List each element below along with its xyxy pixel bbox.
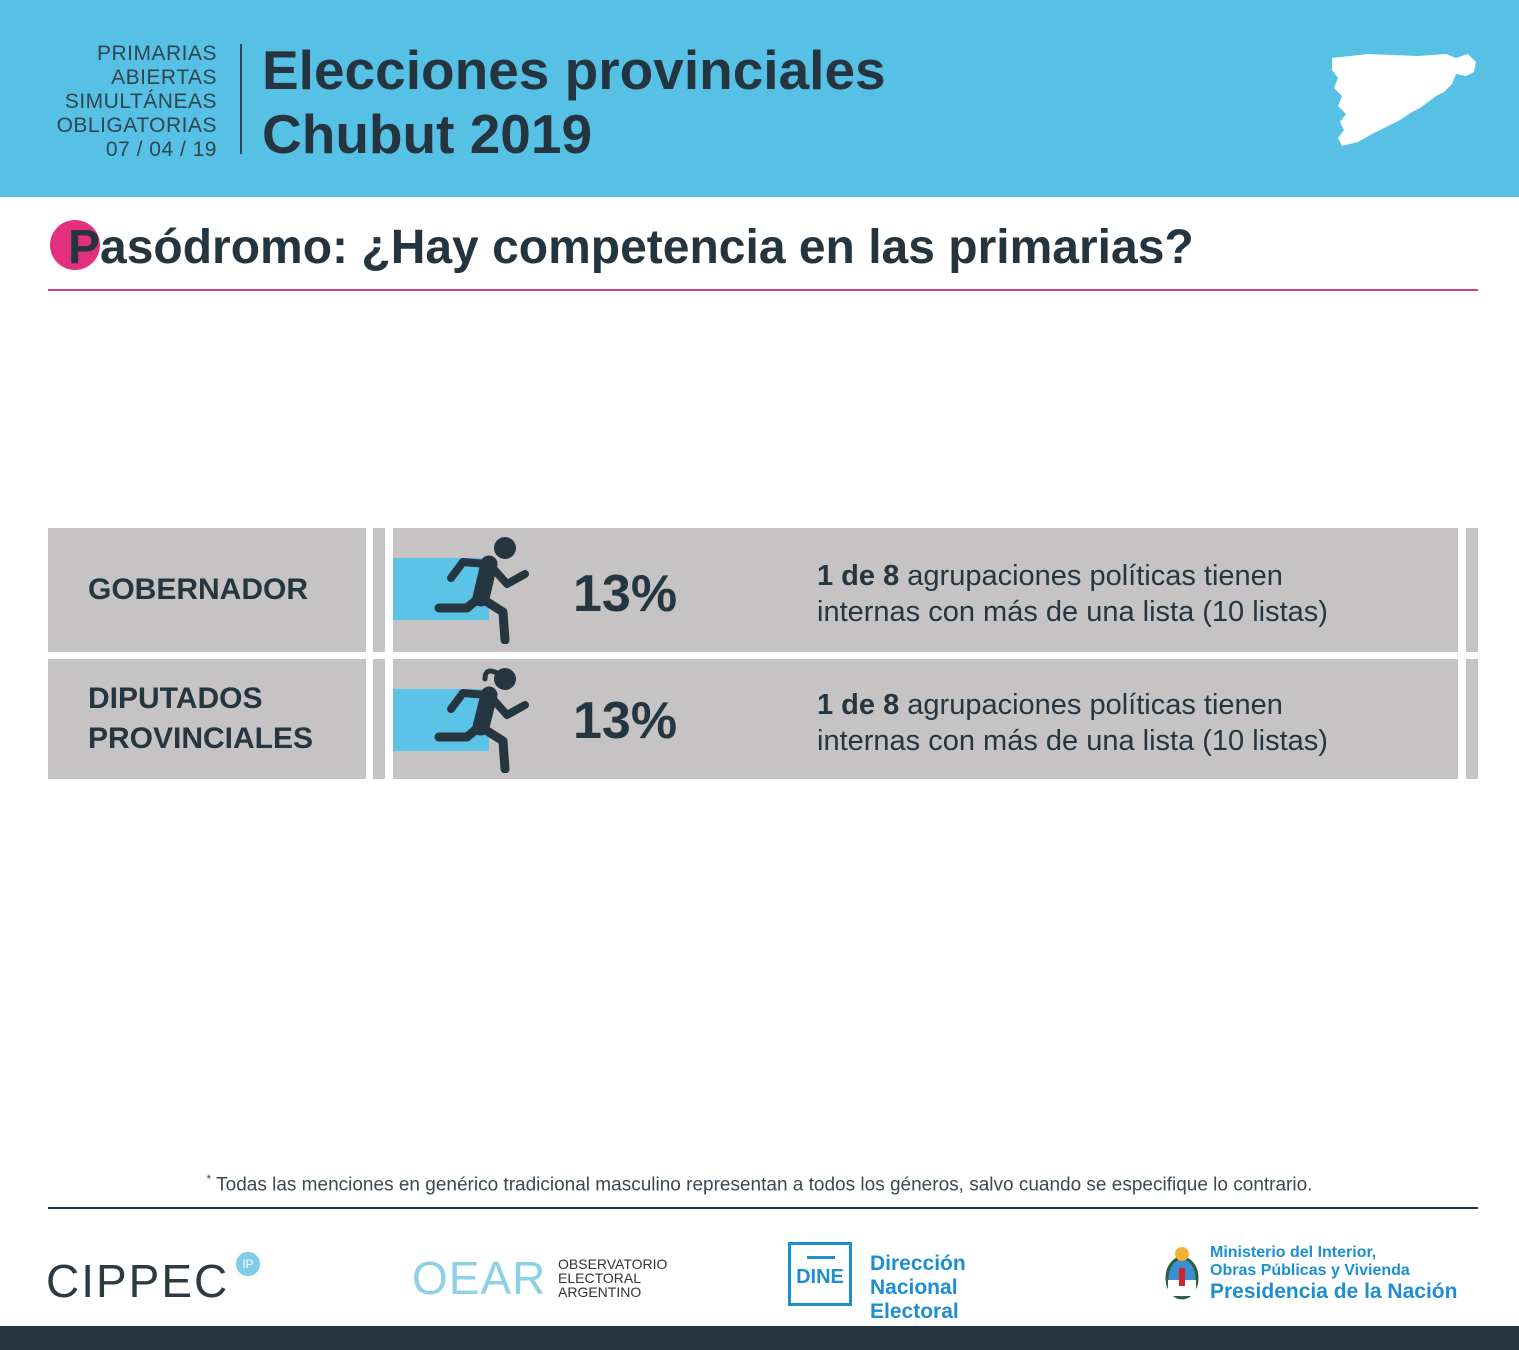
oear-mark: OEAR bbox=[412, 1252, 547, 1304]
row-main-cell bbox=[393, 659, 1458, 779]
cippec-badge-icon: IP bbox=[236, 1252, 260, 1276]
coat-of-arms-icon bbox=[1162, 1244, 1202, 1304]
dine-name: Dirección Nacional Electoral bbox=[870, 1252, 966, 1323]
row-label: GOBERNADOR bbox=[88, 573, 309, 606]
section-heading bbox=[50, 216, 1194, 280]
oear-subtitle: OBSERVATORIO ELECTORAL ARGENTINO bbox=[558, 1256, 668, 1300]
paso-label bbox=[20, 42, 217, 162]
desc-text: agrupaciones políticas tienen bbox=[899, 689, 1283, 721]
desc-line-2: internas con más de una lista (10 listas) bbox=[817, 596, 1328, 628]
row-description bbox=[817, 687, 1328, 759]
desc-highlight: 1 de 8 bbox=[817, 689, 900, 721]
row-label-cell bbox=[48, 528, 366, 652]
desc-highlight: 1 de 8 bbox=[817, 560, 900, 592]
desc-text: agrupaciones políticas tienen bbox=[899, 560, 1283, 592]
desc-line-2: internas con más de una lista (10 listas) bbox=[817, 725, 1328, 757]
footer-divider bbox=[48, 1207, 1478, 1209]
page-title bbox=[262, 38, 886, 166]
row-label: DIPUTADOS PROVINCIALES bbox=[88, 682, 314, 755]
oear-logo bbox=[412, 1252, 668, 1304]
dine-box-icon: DINE bbox=[788, 1242, 852, 1306]
separator-strip bbox=[1466, 659, 1478, 779]
percent-value: 13% bbox=[573, 565, 678, 623]
ministry-line-3: Presidencia de la Nación bbox=[1210, 1280, 1458, 1303]
row-label-cell bbox=[48, 659, 366, 779]
paso-line: ABIERTAS bbox=[111, 66, 217, 89]
footnote-text: Todas las menciones en genérico tradicional masculino representan a todos los géneros, salvo cuando se especifique lo contrario. bbox=[211, 1174, 1313, 1196]
ministry-line-1: Ministerio del Interior, bbox=[1210, 1244, 1377, 1261]
heading-divider bbox=[48, 289, 1478, 291]
title-line-2: Chubut 2019 bbox=[262, 103, 593, 165]
separator-strip bbox=[373, 528, 385, 652]
ministry-text bbox=[1210, 1244, 1457, 1304]
paso-line: SIMULTÁNEAS bbox=[64, 90, 217, 113]
table-row bbox=[48, 659, 1478, 779]
cippec-logo: CIPPEC bbox=[46, 1255, 230, 1307]
row-description bbox=[817, 558, 1328, 630]
table-row bbox=[48, 528, 1478, 652]
dine-logo bbox=[788, 1242, 966, 1323]
female-runner-icon bbox=[433, 661, 539, 773]
separator-strip bbox=[1466, 528, 1478, 652]
header-banner bbox=[0, 0, 1519, 197]
paso-date: 07 / 04 / 19 bbox=[105, 138, 217, 161]
paso-line: PRIMARIAS bbox=[96, 42, 217, 65]
paso-line: OBLIGATORIAS bbox=[56, 114, 217, 137]
bottom-bar bbox=[0, 1326, 1519, 1350]
header-divider bbox=[240, 44, 242, 154]
footnote bbox=[0, 1172, 1519, 1196]
male-runner-icon bbox=[433, 532, 539, 644]
ministry-line-2: Obras Públicas y Vivienda bbox=[1210, 1262, 1410, 1279]
row-main-cell bbox=[393, 528, 1458, 652]
separator-strip bbox=[373, 659, 385, 779]
percent-value: 13% bbox=[573, 692, 678, 750]
heading-text: Pasódromo: ¿Hay competencia en las primarias? bbox=[68, 221, 1194, 274]
title-line-1: Elecciones provinciales bbox=[262, 39, 886, 101]
chubut-map-icon bbox=[1328, 50, 1478, 148]
footnote-marker: * bbox=[206, 1172, 212, 1186]
